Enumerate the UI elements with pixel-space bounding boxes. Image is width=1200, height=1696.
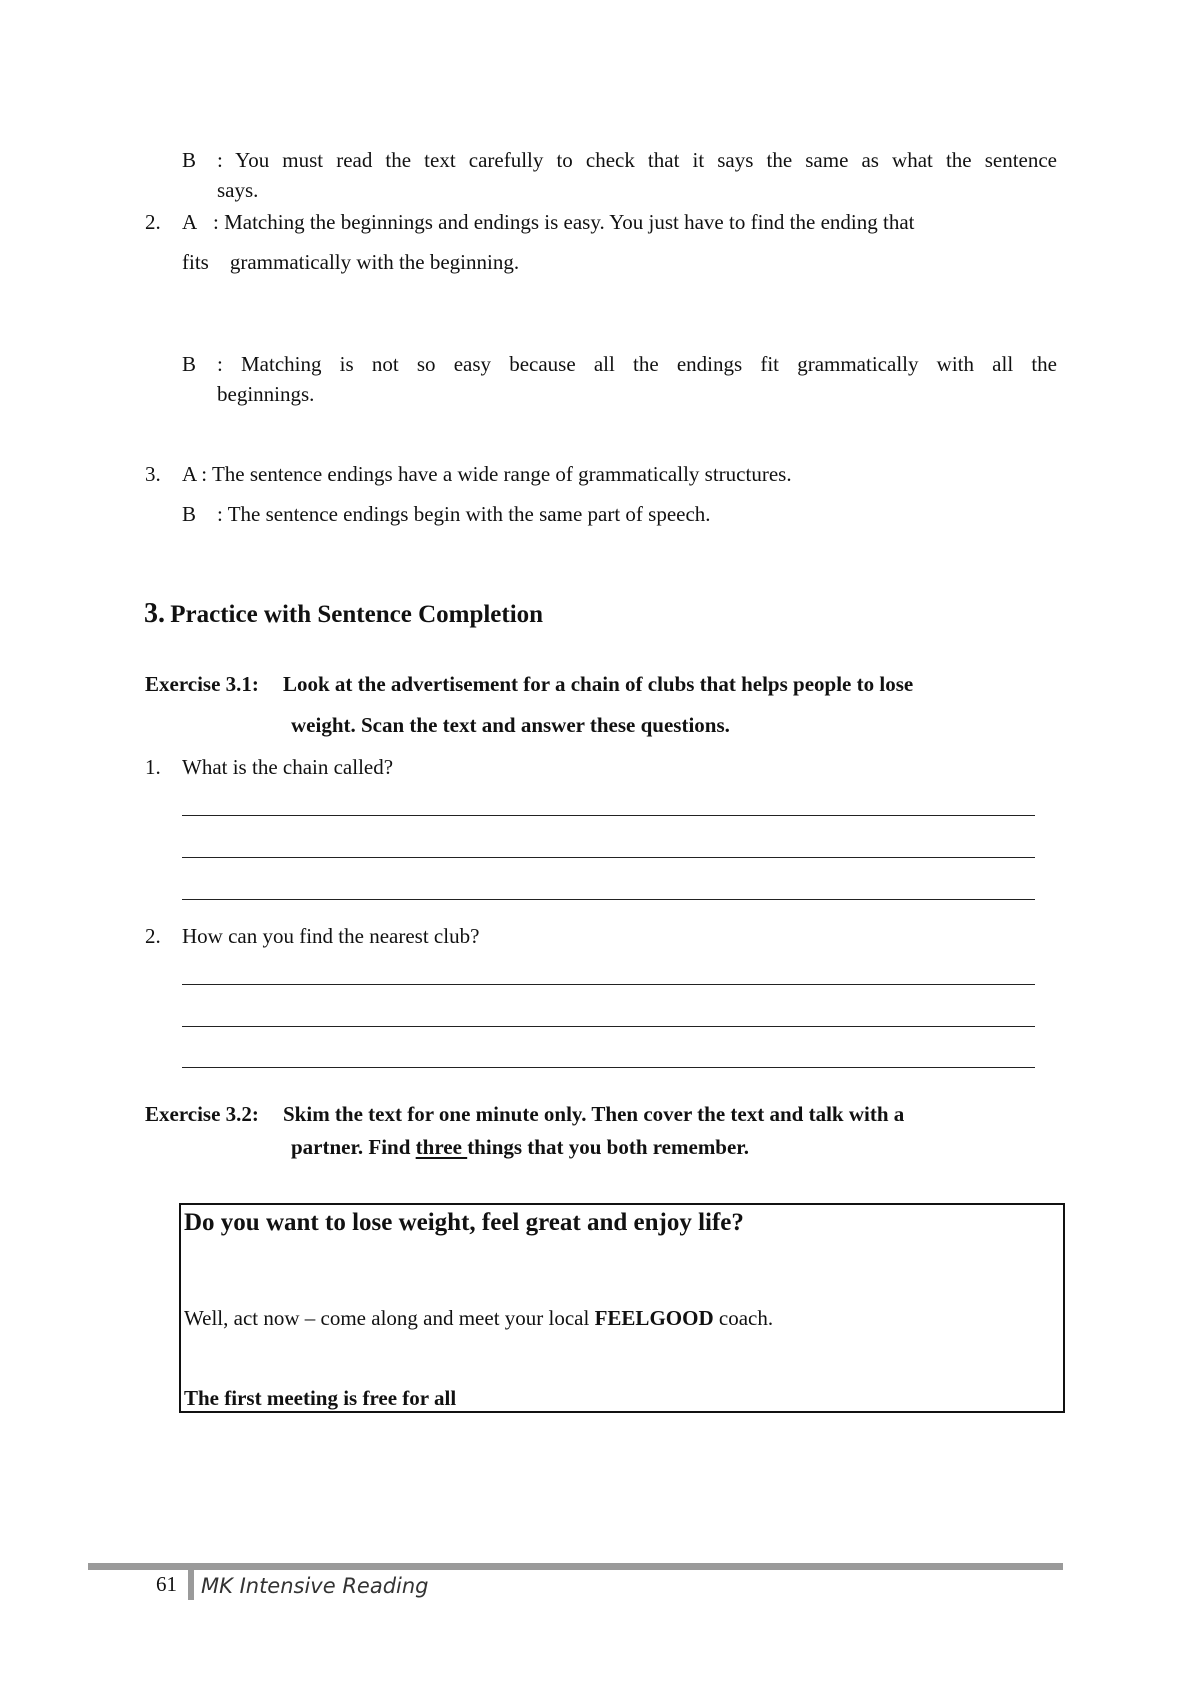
- exercise32-label: Exercise 3.2:: [145, 1102, 259, 1126]
- item2-number: 2.: [145, 210, 161, 234]
- advert-body: [184, 1306, 773, 1331]
- answer2-line-3[interactable]: [182, 1067, 1035, 1068]
- section-title: Practice with Sentence Completion: [170, 601, 544, 628]
- item2-a-text-cont: fits grammatically with the beginning.: [182, 250, 520, 274]
- item2-a-label: A: [182, 210, 198, 234]
- footer-rule: [88, 1563, 1063, 1570]
- question2-number: 2.: [145, 924, 161, 948]
- section-number: 3.: [144, 598, 165, 629]
- answer1-line-1[interactable]: [182, 815, 1035, 816]
- answer2-line-2[interactable]: [182, 1026, 1035, 1027]
- advert-brand: FEELGOOD: [594, 1306, 714, 1330]
- item3-b-text: : The sentence endings begin with the same part of speech.: [217, 502, 711, 526]
- item2-a-text: : Matching the beginnings and endings is easy. You just have to find the ending that: [213, 210, 915, 234]
- exercise31-instruction: Look at the advertisement for a chain of clubs that helps people to lose: [283, 672, 914, 696]
- answer1-line-3[interactable]: [182, 899, 1035, 900]
- exercise32-instruction-pre: partner. Find: [291, 1135, 416, 1159]
- question2-text: How can you find the nearest club?: [182, 924, 480, 948]
- answer1-line-2[interactable]: [182, 857, 1035, 858]
- item1-b-text: : You must read the text carefully to check that it says the same as what the sentence: [217, 148, 1057, 172]
- advert-body-pre: Well, act now – come along and meet your local: [184, 1306, 595, 1330]
- advert-closing: The first meeting is free for all: [184, 1386, 457, 1410]
- item2-b-text: : Matching is not so easy because all the endings fit grammatically with all the: [217, 352, 1057, 376]
- page-number: 61: [156, 1572, 177, 1596]
- exercise32-instruction-cont: [291, 1135, 749, 1160]
- exercise31-instruction-cont: weight. Scan the text and answer these questions.: [291, 713, 730, 737]
- item1-b-label: B: [182, 148, 197, 172]
- exercise32-instruction: Skim the text for one minute only. Then cover the text and talk with a: [283, 1102, 905, 1126]
- item2-b-text-cont: beginnings.: [217, 382, 315, 406]
- answer2-line-1[interactable]: [182, 984, 1035, 985]
- item3-number: 3.: [145, 462, 161, 486]
- book-title: MK Intensive Reading: [201, 1574, 429, 1598]
- exercise31-label: Exercise 3.1:: [145, 672, 259, 696]
- question1-number: 1.: [145, 755, 161, 779]
- exercise32-instruction-post: things that you both remember.: [467, 1135, 749, 1159]
- advert-body-post: coach.: [713, 1306, 774, 1330]
- item3-b-label: B: [182, 502, 197, 526]
- section-heading: [144, 598, 543, 630]
- exercise32-underlined-word: three: [415, 1135, 468, 1159]
- question1-text: What is the chain called?: [182, 755, 394, 779]
- advert-headline: Do you want to lose weight, feel great and enjoy life?: [184, 1209, 744, 1236]
- item3-a-text: A : The sentence endings have a wide range of grammatically structures.: [182, 462, 792, 486]
- item1-b-text-cont: says.: [217, 178, 259, 202]
- footer-separator: [188, 1566, 194, 1600]
- item2-b-label: B: [182, 352, 197, 376]
